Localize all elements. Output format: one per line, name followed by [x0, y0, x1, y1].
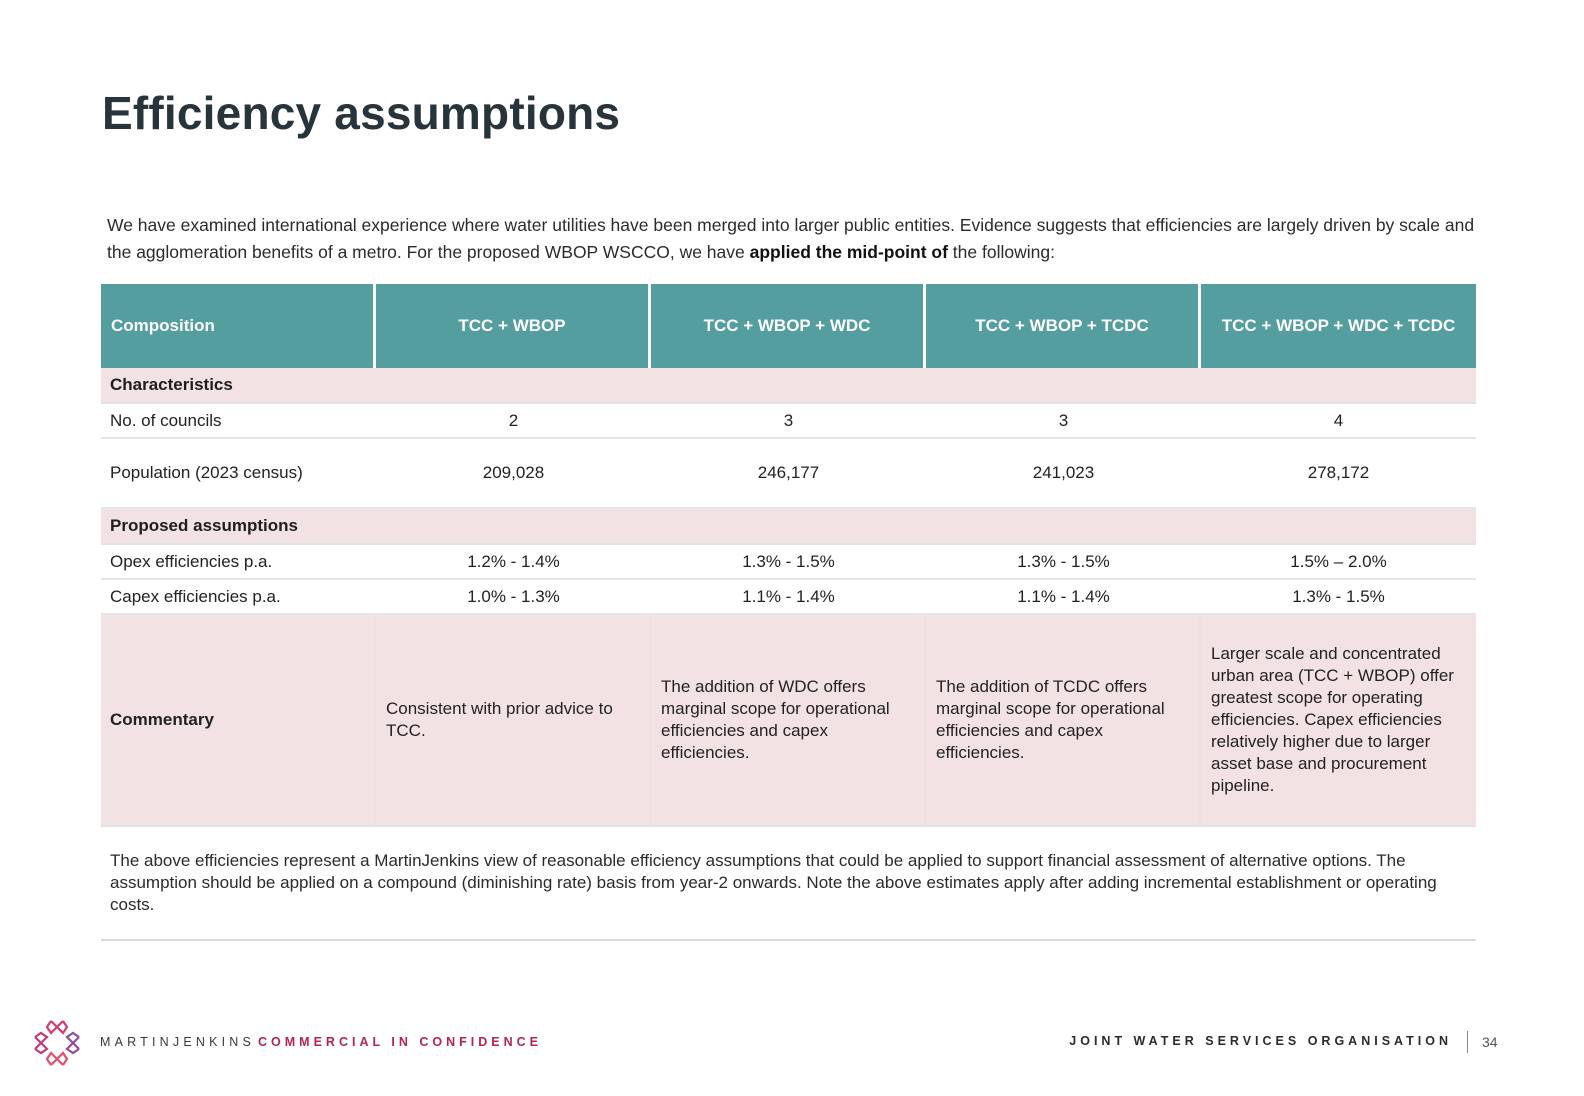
efficiency-table: [101, 284, 1476, 827]
intro-paragraph: [107, 212, 1487, 266]
intro-text-start: We have examined international experience where water utilities have been merged into larger public entities. Evidence suggests that efficiencies are largely driven by scale and the agglomeration benefits of a metro. For the proposed WBOP WSCCO, we have: [107, 215, 1475, 262]
divider: [101, 939, 1476, 941]
header-tcc-wbop-tcdc: TCC + WBOP + TCDC: [926, 284, 1201, 368]
martinjenkins-logo-icon: [33, 1019, 81, 1067]
table-cell: 1.3% - 1.5%: [651, 545, 926, 580]
table-cell: 209,028: [376, 439, 651, 509]
commentary-cell: Consistent with prior advice to TCC.: [376, 615, 651, 827]
footer-separator: [1467, 1031, 1468, 1053]
header-tcc-wbop-wdc: TCC + WBOP + WDC: [651, 284, 926, 368]
section-row-assumptions: [101, 509, 1476, 545]
table-row-opex: [101, 545, 1476, 580]
table-cell: 1.3% - 1.5%: [926, 545, 1201, 580]
table-cell: 241,023: [926, 439, 1201, 509]
table-cell: 1.3% - 1.5%: [1201, 580, 1476, 615]
table-row-capex: [101, 580, 1476, 615]
intro-text-bold: applied the mid-point of: [749, 242, 948, 262]
page-number: 34: [1482, 1034, 1498, 1050]
header-tcc-wbop: TCC + WBOP: [376, 284, 651, 368]
table-cell: 2: [376, 404, 651, 439]
section-row-characteristics: [101, 368, 1476, 404]
header-composition: Composition: [101, 284, 376, 368]
table-cell: 4: [1201, 404, 1476, 439]
commentary-cell: The addition of WDC offers marginal scope for operational efficiencies and capex efficiencies.: [651, 615, 926, 827]
table-cell: 1.1% - 1.4%: [651, 580, 926, 615]
section-label-characteristics: Characteristics: [101, 368, 1476, 404]
table-cell: 278,172: [1201, 439, 1476, 509]
header-tcc-wbop-wdc-tcdc: TCC + WBOP + WDC + TCDC: [1201, 284, 1476, 368]
table-row-councils: [101, 404, 1476, 439]
table-row-commentary: [101, 615, 1476, 827]
confidentiality-label: COMMERCIAL IN CONFIDENCE: [258, 1035, 542, 1049]
row-label-opex: Opex efficiencies p.a.: [101, 545, 376, 580]
commentary-cell: The addition of TCDC offers marginal scope for operational efficiencies and capex efficiencies.: [926, 615, 1201, 827]
section-label-assumptions: Proposed assumptions: [101, 509, 1476, 545]
table-cell: 3: [926, 404, 1201, 439]
brand-name: MARTINJENKINS: [100, 1035, 256, 1049]
commentary-cell: Larger scale and concentrated urban area (TCC + WBOP) offer greatest scope for operating efficiencies. Capex efficiencies relatively higher due to larger asset base and procurement pipeline.: [1201, 615, 1476, 827]
row-label-councils: No. of councils: [101, 404, 376, 439]
table-cell: 1.2% - 1.4%: [376, 545, 651, 580]
row-label-population: Population (2023 census): [101, 439, 376, 509]
table-cell: 246,177: [651, 439, 926, 509]
footnote: The above efficiencies represent a MartinJenkins view of reasonable efficiency assumptions that could be applied to support financial assessment of alternative options. The assumption should be applied on a compound (diminishing rate) basis from year-2 onwards. Note the above estimates apply after adding incremental establishment or operating costs.: [110, 851, 1437, 914]
organisation-label: JOINT WATER SERVICES ORGANISATION: [1069, 1034, 1452, 1048]
page-title: Efficiency assumptions: [102, 87, 621, 139]
table-cell: 1.1% - 1.4%: [926, 580, 1201, 615]
table-cell: 1.0% - 1.3%: [376, 580, 651, 615]
row-label-capex: Capex efficiencies p.a.: [101, 580, 376, 615]
table-header-row: [101, 284, 1476, 368]
row-label-commentary: Commentary: [101, 615, 376, 827]
table-cell: 1.5% – 2.0%: [1201, 545, 1476, 580]
table-cell: 3: [651, 404, 926, 439]
table-row-population: [101, 439, 1476, 509]
intro-text-end: the following:: [947, 242, 1055, 262]
